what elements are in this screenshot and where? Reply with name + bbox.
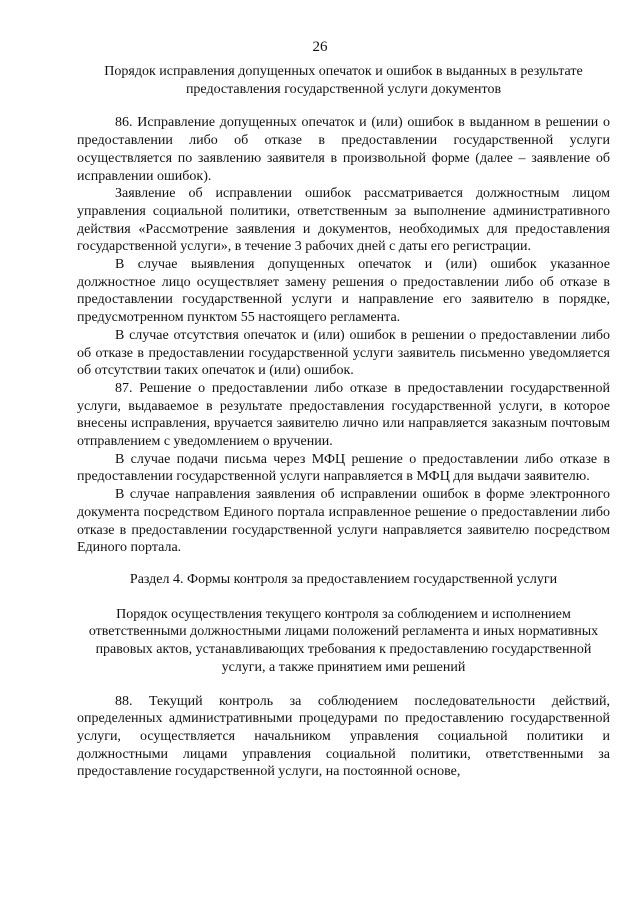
spacer [77, 677, 610, 693]
spacer [77, 557, 610, 571]
heading-corrections: Порядок исправления допущенных опечаток и ошибок в выданных в результате предоставления государственной услуги документов [104, 64, 583, 97]
heading-control: Порядок осуществления текущего контроля за соблюдением и исполнением ответственными должностными лицами положений регламента и иных нормативных правовых актов, устанавливающих требования к предоставлению государственной услуги, а также принятием ими решений [88, 606, 599, 675]
paragraph-88: 88. Текущий контроль за соблюдением последовательности действий, определенных административными процедурами по предоставлению государственной услуги, осуществляется начальником управления социальной политики и должностными лицами управления социальной политики, ответственными за предоставление государственной услуги, на постоянной основе, [77, 693, 610, 780]
spacer [77, 589, 610, 606]
paragraph-no-errors: В случае отсутствия опечаток и (или) ошибок в решении о предоставлении либо об отказе в предоставлении государственной услуги заявитель письменно уведомляется об отсутствии таких опечаток и (или) ошибок. [77, 327, 610, 379]
paragraph-replacement: В случае выявления допущенных опечаток и (или) ошибок указанное должностное лицо осуществляет замену решения о предоставлении либо об отказе в предоставлении государственной услуги и направление его заявителю в порядке, предусмотренном пунктом 55 настоящего регламента. [77, 257, 610, 326]
paragraph-87: 87. Решение о предоставлении либо отказе в предоставлении государственной услуги, выдаваемое в результате предоставления государственной услуги, в которое внесены исправления, вручается заявителю лично или направляется заказным почтовым отправлением с уведомлением о вручении. [77, 380, 610, 450]
paragraph-86: 86. Исправление допущенных опечаток и (или) ошибок в выданном в решении о предоставлении либо об отказе в предоставлении государственной услуги осуществляется по заявлению заявителя в произвольной форме (далее – заявление об исправлении ошибок). [77, 115, 610, 184]
page-number: 26 [312, 39, 328, 55]
paragraph-portal: В случае направления заявления об исправлении ошибок в форме электронного документа посредством Единого портала исправленное решение о предоставлении либо отказе в предоставлении государственной услуги направляется заявителю посредством Единого портала. [77, 487, 610, 556]
paragraph-mfc: В случае подачи письма через МФЦ решение о предоставлении либо отказе в предоставлении государственной услуги направляется в МФЦ для выдачи заявителю. [77, 451, 610, 485]
document-body [77, 63, 610, 781]
paragraph-review: Заявление об исправлении ошибок рассматривается должностным лицом управления социальной политики, ответственным за выполнение административного действия «Рассмотрение заявления и документов, необходимых для предоставления государственной услуги», в течение 3 рабочих дней с даты его регистрации. [77, 186, 610, 255]
spacer [77, 98, 610, 114]
section-title: Раздел 4. Формы контроля за предоставлением государственной услуги [129, 571, 558, 587]
